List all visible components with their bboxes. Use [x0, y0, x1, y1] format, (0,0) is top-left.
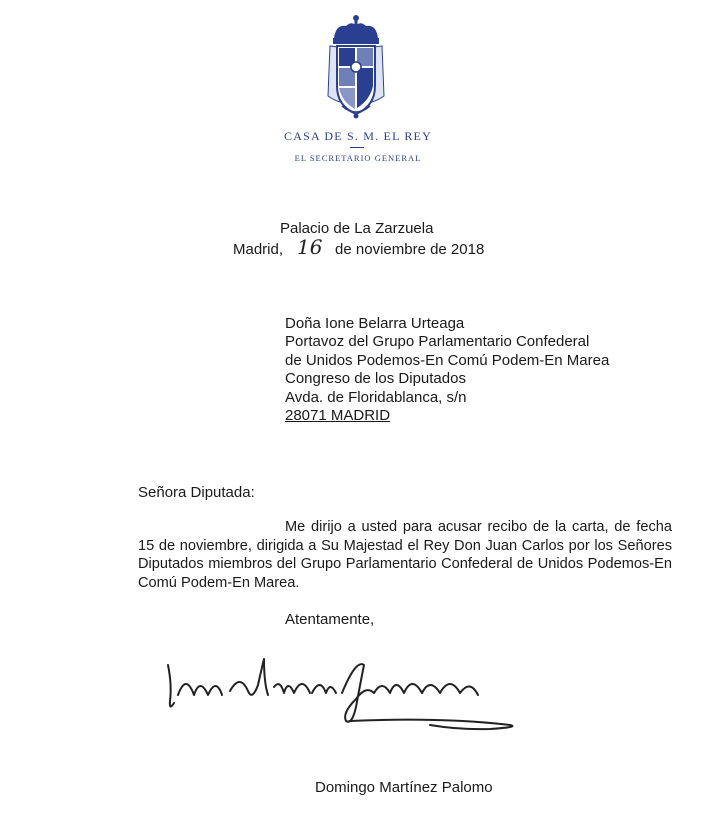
recipient-institution: Congreso de los Diputados [285, 370, 466, 387]
recipient-name: Doña Ione Belarra Urteaga [285, 315, 465, 332]
salutation: Señora Diputada: [138, 484, 255, 501]
letterhead-subtitle: EL SECRETARIO GENERAL [294, 153, 422, 163]
signer-name: Domingo Martínez Palomo [315, 779, 493, 796]
place-line: Palacio de La Zarzuela [280, 220, 434, 237]
recipient-position: Portavoz del Grupo Parlamentario Confederal [285, 333, 590, 350]
date-rest: de noviembre de 2018 [335, 241, 485, 258]
date-day-handwritten: 16 [297, 235, 323, 259]
recipient-group: de Unidos Podemos-En Comú Podem-En Marea [285, 352, 610, 369]
letterhead-title: CASA DE S. M. EL REY [284, 129, 432, 143]
closing: Atentamente, [285, 611, 375, 628]
date-line [233, 235, 485, 259]
body-paragraph: Me dirijo a usted para acusar recibo de la carta, de fecha 15 de noviembre, dirigida a Su Majestad el Rey Don Juan Carlos por los Señores Diputados miembros del Grupo Parlamentario Confederal de Unidos Podemos-En Comú Podem-En Marea. [138, 519, 672, 591]
handwritten-signature [160, 655, 530, 735]
recipient-street: Avda. de Floridablanca, s/n [285, 389, 467, 406]
date-city: Madrid, [233, 241, 284, 258]
letterhead-divider [350, 147, 364, 148]
royal-coat-of-arms-icon [320, 12, 392, 120]
recipient-postal-city: 28071 MADRID [285, 407, 391, 424]
